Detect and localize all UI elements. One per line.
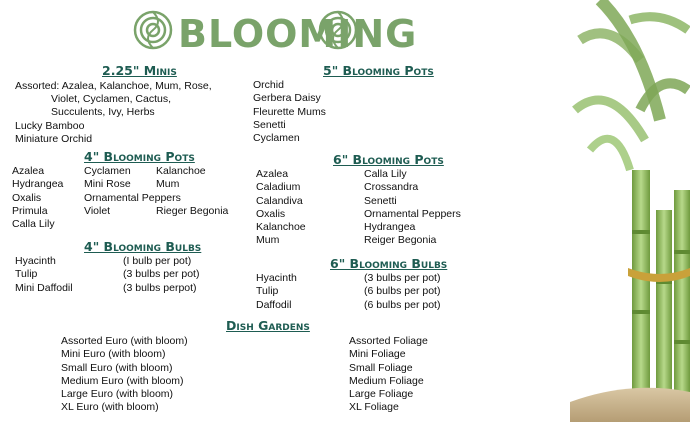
list-item: Calla Lily — [364, 168, 407, 180]
list-item — [156, 192, 228, 205]
list-item: Hyacinth — [256, 272, 297, 284]
list-item: Violet — [84, 204, 111, 217]
list-item: Ornamental Peppers — [84, 191, 181, 204]
minis-extra-list — [15, 120, 92, 147]
list-item: Mini Euro (with bloom) — [61, 348, 166, 361]
list-item: (3 bulbs per pot) — [123, 268, 200, 281]
list-item: Mini Foliage — [349, 348, 406, 361]
list-item: Hydrangea — [12, 178, 64, 191]
list-item: Lucky Bamboo — [15, 120, 85, 132]
list-item: Gerbera Daisy — [253, 92, 321, 105]
list-item: Assorted Euro (with bloom) — [61, 335, 188, 347]
list-item: Reiger Begonia — [364, 234, 437, 247]
list-item: Senetti — [253, 118, 286, 131]
list-item: Cyclamen — [253, 132, 300, 145]
list-item: Rieger Begonia — [156, 204, 229, 217]
list-item: Small Euro (with bloom) — [61, 361, 173, 374]
pots6-col2 — [364, 168, 461, 248]
list-item: (I bulb per pot) — [123, 255, 192, 267]
list-item: Mini Daffodil — [15, 281, 73, 294]
list-item: Assorted Foliage — [349, 335, 428, 347]
pots5-heading: 5" Blooming Pots — [323, 63, 434, 78]
list-item: Tulip — [15, 268, 38, 281]
list-item: Cyclamen — [84, 165, 131, 177]
pots4-heading: 4" Blooming Pots — [84, 149, 195, 164]
bulbs4-heading: 4" Blooming Bulbs — [84, 239, 202, 254]
page-title: BLOOMING — [178, 12, 418, 56]
list-item: (3 bulbs perpot) — [123, 281, 197, 294]
list-item: Medium Euro (with bloom) — [61, 374, 184, 387]
rose-icon-left — [133, 10, 173, 50]
list-item: Kalanchoe — [156, 165, 206, 177]
list-item: Hydrangea — [364, 221, 416, 234]
bulbs6-notes — [364, 272, 440, 312]
minis-assorted: Assorted: Azalea, Kalanchoe, Mum, Rose, — [15, 80, 212, 92]
list-item: Mini Rose — [84, 178, 131, 191]
list-item: Fleurette Mums — [253, 105, 326, 118]
list-item: Oxalis — [12, 191, 42, 204]
list-item: Tulip — [256, 285, 279, 298]
dish-heading: Dish Gardens — [226, 318, 310, 333]
list-item: (6 bulbs per pot) — [364, 298, 441, 311]
pots4-col3 — [156, 165, 228, 218]
list-item: (3 bulbs per pot) — [364, 272, 441, 284]
list-item: Senetti — [364, 194, 397, 207]
minis-assorted-line3: Succulents, Ivy, Herbs — [51, 106, 155, 118]
bulbs4-names — [15, 255, 73, 295]
list-item: Hyacinth — [15, 255, 56, 267]
lucky-bamboo-image — [570, 0, 690, 422]
bulbs4-notes — [123, 255, 199, 295]
pots6-col1 — [256, 168, 306, 248]
list-item: Orchid — [253, 79, 284, 91]
list-item: Oxalis — [256, 207, 286, 220]
list-item: XL Foliage — [349, 401, 399, 414]
list-item: Caladium — [256, 181, 301, 194]
minis-assorted-line2: Violet, Cyclamen, Cactus, — [51, 93, 172, 105]
bulbs6-heading: 6" Blooming Bulbs — [330, 256, 448, 271]
list-item: Medium Foliage — [349, 374, 424, 387]
pots4-col1 — [12, 165, 63, 231]
list-item: Azalea — [256, 168, 289, 180]
minis-heading: 2.25" Minis — [102, 63, 177, 78]
list-item: Mum — [256, 234, 280, 247]
list-item: Azalea — [12, 165, 45, 177]
list-item: Daffodil — [256, 298, 292, 311]
list-item: Primula — [12, 204, 48, 217]
list-item: Ornamental Peppers — [364, 207, 461, 220]
list-item: Miniature Orchid — [15, 133, 93, 146]
pots6-heading: 6" Blooming Pots — [333, 152, 444, 167]
list-item: Small Foliage — [349, 361, 413, 374]
list-item: Mum — [156, 178, 180, 191]
list-item: Calla Lily — [12, 218, 55, 231]
list-item: (6 bulbs per pot) — [364, 285, 441, 298]
list-item: Large Euro (with bloom) — [61, 388, 174, 401]
list-item: Large Foliage — [349, 388, 414, 401]
dish-col1 — [61, 335, 188, 415]
bulbs6-names — [256, 272, 297, 312]
dish-col2 — [349, 335, 428, 415]
list-item: XL Euro (with bloom) — [61, 401, 159, 414]
list-item: Calandiva — [256, 194, 303, 207]
list-item: Crossandra — [364, 181, 419, 194]
pots5-list — [253, 79, 326, 145]
list-item: Kalanchoe — [256, 221, 306, 234]
